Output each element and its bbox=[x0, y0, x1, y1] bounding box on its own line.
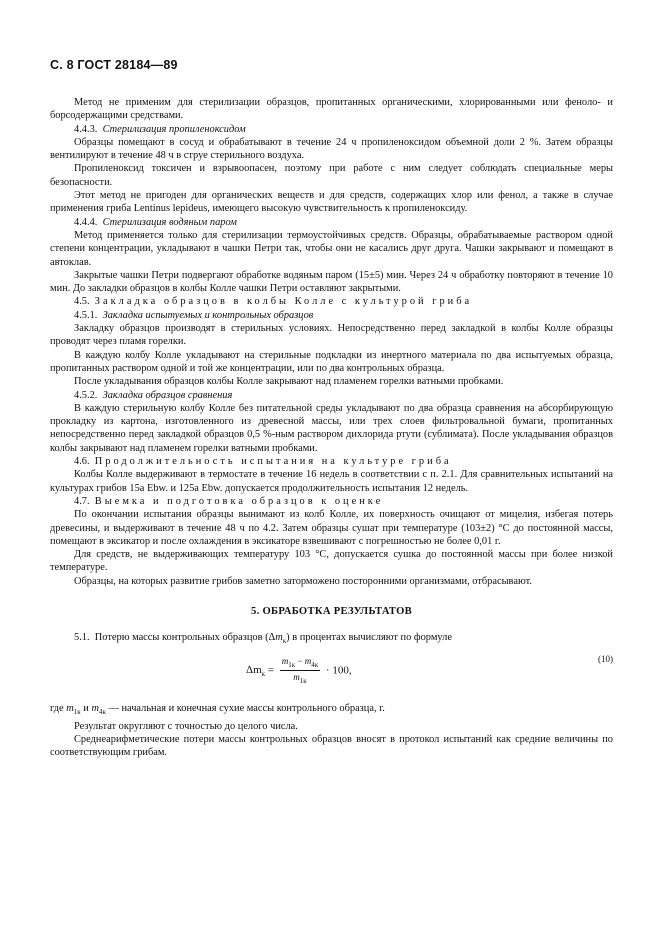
legend-text: — начальная и конечная сухие массы контрольного образца, г. bbox=[105, 703, 385, 715]
page-header: С. 8 ГОСТ 28184—89 bbox=[50, 58, 178, 72]
denominator-m1: m bbox=[293, 672, 300, 683]
paragraph: Закладку образцов производят в стерильных условиях. Непосредственно перед закладкой в колбы Колле образцы проводят через пламя горелки. bbox=[50, 323, 613, 348]
formula-number: (10) bbox=[598, 654, 613, 665]
paragraph: Образцы помещают в сосуд и обрабатывают в течение 24 ч пропиленоксидом объемной доли 2 %. Затем образцы вентилируют в течение 48 ч в струе стерильного воздуха. bbox=[50, 136, 613, 162]
heading-number: 4.7. bbox=[74, 495, 90, 507]
legend-and: и bbox=[80, 703, 92, 715]
heading-title: Выемка и подготовка образцов к оценке bbox=[94, 495, 384, 507]
formula-lhs-subscript: к bbox=[261, 669, 266, 678]
paragraph: После укладывания образцов колбы Колле закрывают над пламенем горелки ватными пробками. bbox=[74, 376, 504, 388]
heading-number: 4.5. bbox=[74, 296, 90, 308]
legend-prefix: где bbox=[50, 703, 67, 715]
paragraph: Колбы Колле выдерживают в термостате в течение 16 недель в соответствии с п. 2.1. Для сравнительных испытаний на культурах грибов 15а Ebw. и 125а Ebw. допускается продолжительность испытания 12 недель. bbox=[50, 469, 613, 494]
formula-legend bbox=[50, 702, 613, 719]
formula-lhs-symbol: Δm bbox=[246, 663, 262, 676]
heading-number: 4.6. bbox=[74, 456, 90, 468]
section-heading-4-6 bbox=[50, 455, 613, 468]
variable-subscript: к bbox=[282, 637, 287, 646]
formula-tail: · 100, bbox=[325, 664, 352, 677]
legend-m1-subscript: 1к bbox=[73, 708, 81, 717]
formula-numerator bbox=[280, 656, 320, 671]
paragraph: Для средств, не выдерживающих температуру 103 °С, допускается сушка до постоянной массы при более низкой температуре. bbox=[50, 549, 613, 574]
heading-number: 4.4.3. bbox=[74, 123, 98, 135]
denominator-m1-subscript: 1к bbox=[299, 676, 307, 685]
paragraph: Результат округляют с точностью до целого числа. bbox=[74, 720, 298, 732]
section-heading-4-7 bbox=[50, 495, 613, 508]
subsection-heading-4-5-2 bbox=[50, 389, 613, 402]
legend-m1: m bbox=[66, 703, 74, 715]
subsection-heading-4-4-4 bbox=[50, 216, 613, 229]
section-5-title: 5. ОБРАБОТКА РЕЗУЛЬТАТОВ bbox=[251, 605, 412, 617]
formula-equals: = bbox=[267, 664, 275, 677]
formula-fraction bbox=[280, 656, 320, 685]
section-heading-4-5 bbox=[50, 295, 613, 308]
legend-m4: m bbox=[91, 703, 99, 715]
paragraph-number: 5.1. bbox=[74, 631, 90, 643]
paragraph-5-1 bbox=[50, 631, 613, 648]
formula-minus: − bbox=[297, 656, 303, 667]
heading-title: Закладка испытуемых и контрольных образцов bbox=[102, 309, 314, 321]
formula-10 bbox=[50, 654, 613, 694]
subsection-heading-4-5-1 bbox=[50, 309, 613, 322]
paragraph: Закрытые чашки Петри подвергают обработке водяным паром (15±5) мин. Через 24 ч обработку повторяют в течение 10 мин. До закладки образцов в колбы Колле чашки Петри оставляют закрытыми. bbox=[50, 269, 613, 295]
heading-number: 4.5.1. bbox=[74, 309, 98, 321]
paragraph: Этот метод не пригоден для органических веществ и для средств, содержащих хлор или фенол, а также в случае применения гриба Lentinus lepideus, имеющего высокую чувствительность к пропиленоксиду. bbox=[50, 190, 613, 215]
paragraph: Метод применяется только для стерилизации термоустойчивых средств. Образцы, обрабатываемые раствором одной степени концентрации, укладывают в чашки Петри так, чтобы они не касались друг друга. Чашки закрывают и помещают в автоклав. bbox=[50, 229, 613, 268]
heading-number: 4.5.2. bbox=[74, 389, 98, 401]
heading-title: Закладка образцов сравнения bbox=[102, 389, 233, 401]
heading-title: Продолжительность испытания на культуре гриба bbox=[94, 456, 452, 468]
paragraph-text: Потерю массы контрольных образцов (Δ bbox=[94, 631, 276, 643]
formula-lhs bbox=[246, 664, 265, 676]
paragraph: По окончании испытания образцы вынимают из колб Колле, их поверхность очищают от мицелия, избегая потерь древесины, и выдерживают в течение 48 ч по 4.2. Затем образцы сушат при температуре (103±2) °С до постоянной массы, помещают в эксикатор и после охлаждения в эксикаторе взвешивают с погрешностью не более 0,01 г. bbox=[50, 509, 613, 547]
paragraph: В каждую стерильную колбу Колле без питательной среды укладывают по два образца сравнения на абсорбирующую прокладку из картона, изготовленного из древесной массы, или трех слоев фильтровальной бумаги, пропитанных непосредственно перед закладкой образцов 0,5 %-ным раствором дихлорида ртути (сублимата). После укладывания образцов колбы закрывают над пламенем горелки ватными пробками. bbox=[50, 402, 613, 454]
paragraph: Метод не применим для стерилизации образцов, пропитанных органическими, хлорированными или феноло- и борсодержащими средствами. bbox=[50, 97, 613, 122]
formula-body bbox=[246, 656, 352, 685]
heading-number: 4.4.4. bbox=[74, 216, 98, 228]
paragraph: В каждую колбу Колле укладывают на стерильные подкладки из инертного материала по два испытуемых образца, пропитанных раствором одной и той же концентрации, или по два контрольных образца. bbox=[50, 349, 613, 374]
subsection-heading-4-4-3 bbox=[50, 123, 613, 136]
numerator-m4-subscript: 4к bbox=[311, 661, 319, 670]
paragraph: Образцы, на которых развитие грибов заметно заторможено посторонними организмами, отбрасывают. bbox=[74, 575, 532, 587]
heading-title: Стерилизация пропиленоксидом bbox=[102, 123, 246, 135]
variable-m: m bbox=[275, 631, 283, 643]
heading-title: Закладка образцов в колбы Колле с культурой гриба bbox=[94, 296, 473, 308]
legend-m4-subscript: 4к bbox=[98, 708, 106, 717]
paragraph-text: ) в процентах вычисляют по формуле bbox=[286, 631, 452, 643]
paragraph: Среднеарифметические потери массы контрольных образцов вносят в протокол испытаний как средние величины по соответствующим грибам. bbox=[50, 734, 613, 759]
document-page bbox=[50, 58, 613, 760]
numerator-m1-subscript: 1к bbox=[288, 661, 296, 670]
heading-title: Стерилизация водяным паром bbox=[102, 216, 237, 228]
paragraph: Пропиленоксид токсичен и взрывоопасен, поэтому при работе с ним следует соблюдать специальные меры безопасности. bbox=[50, 163, 613, 188]
numerator-m1: m bbox=[281, 656, 289, 667]
numerator-m4: m bbox=[304, 656, 312, 667]
formula-denominator bbox=[280, 671, 320, 685]
